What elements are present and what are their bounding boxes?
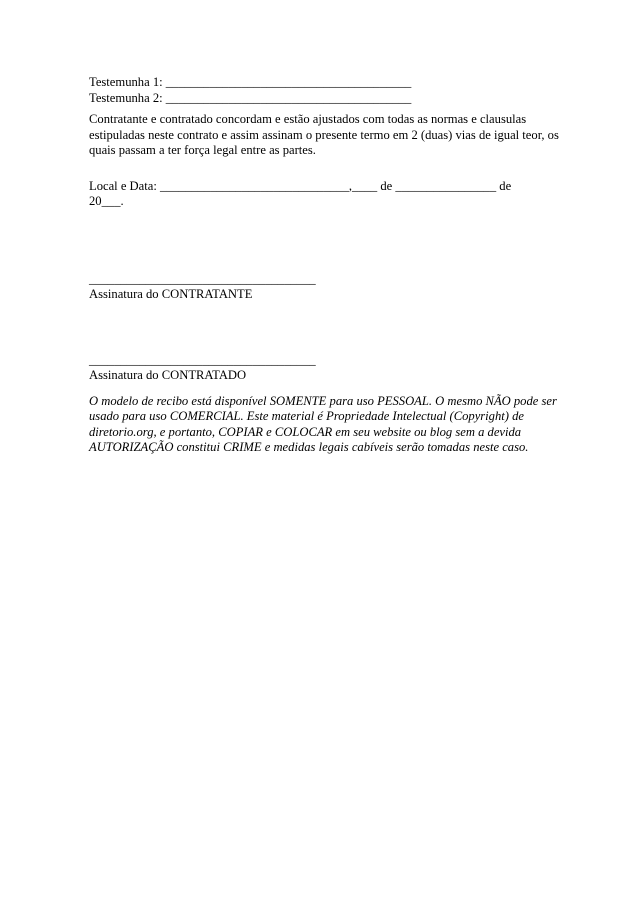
- contratado-signature-line: ____________________________________: [89, 352, 316, 367]
- witness-1-line: Testemunha 1: _______________________________________: [89, 75, 412, 89]
- agreement-paragraph: Contratante e contratado concordam e estão ajustados com todas as normas e clausulas estipuladas neste contrato e assim assinam o presente termo em 2 (duas) vias de igual teor, os quais passam a ter força legal entre as partes.: [89, 112, 559, 157]
- place-date-line: Local e Data: ______________________________,____ de ________________ de: [89, 178, 512, 193]
- year-line: 20___.: [89, 194, 124, 208]
- contratante-signature-label: Assinatura do CONTRATANTE: [89, 287, 253, 301]
- contratante-signature-line: ____________________________________: [89, 271, 316, 286]
- document-body: [89, 75, 559, 456]
- witness-2-line: Testemunha 2: _______________________________________: [89, 90, 412, 105]
- disclaimer-paragraph: O modelo de recibo está disponível SOMENTE para uso PESSOAL. O mesmo NÃO pode ser usado para uso COMERCIAL. Este material é Propriedade Intelectual (Copyright) de diretorio.org, e portanto, COPIAR e COLOCAR em seu website ou blog sem a devida AUTORIZAÇÃO constitui CRIME e medidas legais cabíveis serão tomadas neste caso.: [89, 393, 557, 454]
- contratado-signature-label: Assinatura do CONTRATADO: [89, 368, 247, 382]
